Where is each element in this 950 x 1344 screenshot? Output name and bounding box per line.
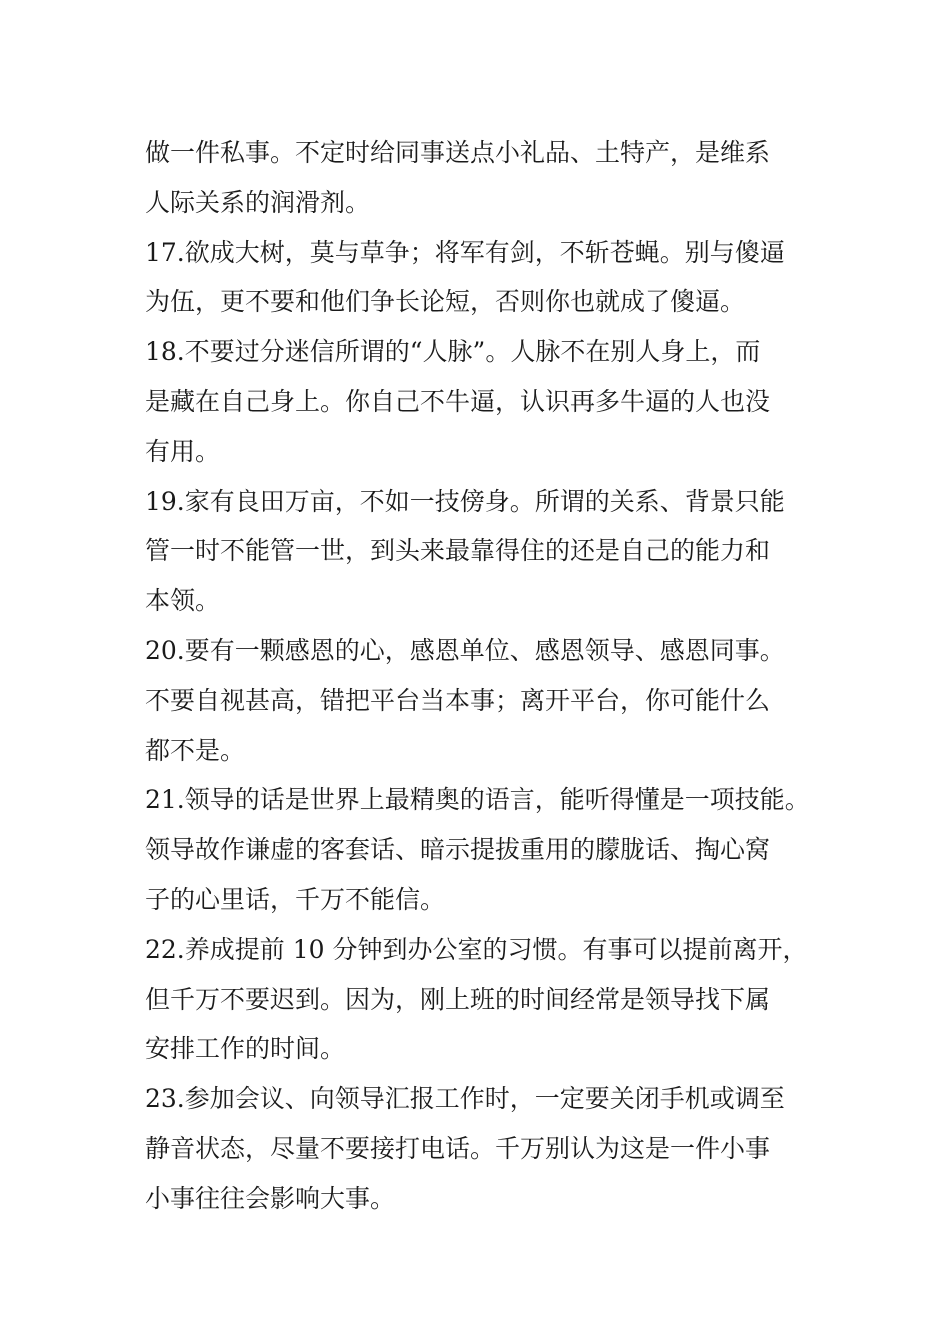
text-line: 本领。	[145, 586, 221, 616]
text-line: 22.养成提前 10 分钟到办公室的习惯。有事可以提前离开，	[145, 934, 808, 964]
text-line: 20.要有一颗感恩的心，感恩单位、感恩领导、感恩同事。	[145, 635, 785, 665]
text-line: 管一时不能管一世，到头来最靠得住的还是自己的能力和	[145, 536, 771, 566]
text-line: 小事往往会影响大事。	[145, 1183, 396, 1213]
text-line: 21.领导的话是世界上最精奥的语言，能听得懂是一项技能。	[145, 785, 810, 815]
text-line: 17.欲成大树，莫与草争；将军有剑，不斩苍蝇。别与傻逼	[145, 237, 785, 267]
body-text	[145, 128, 845, 1224]
text-line: 是藏在自己身上。你自己不牛逼，认识再多牛逼的人也没	[145, 386, 771, 416]
text-line: 为伍，更不要和他们争长论短，否则你也就成了傻逼。	[145, 287, 746, 317]
text-line: 都不是。	[145, 735, 246, 765]
text-line: 23.参加会议、向领导汇报工作时，一定要关闭手机或调至	[145, 1084, 785, 1114]
text-line: 静音状态，尽量不要接打电话。千万别认为这是一件小事	[145, 1133, 771, 1163]
text-line: 但千万不要迟到。因为，刚上班的时间经常是领导找下属	[145, 984, 771, 1014]
text-line: 有用。	[145, 436, 221, 466]
text-line: 18.不要过分迷信所谓的“人脉”。人脉不在别人身上，而	[145, 337, 761, 367]
text-line: 做一件私事。不定时给同事送点小礼品、土特产，是维系	[145, 138, 771, 167]
text-line: 子的心里话，千万不能信。	[145, 884, 446, 914]
text-line: 人际关系的润滑剂。	[145, 187, 371, 217]
text-line: 领导故作谦虚的客套话、暗示提拔重用的朦胧话、掏心窝	[145, 835, 771, 865]
text-line: 安排工作的时间。	[145, 1034, 346, 1064]
text-line: 不要自视甚高，错把平台当本事；离开平台，你可能什么	[145, 685, 771, 715]
text-line: 19.家有良田万亩，不如一技傍身。所谓的关系、背景只能	[145, 486, 785, 516]
